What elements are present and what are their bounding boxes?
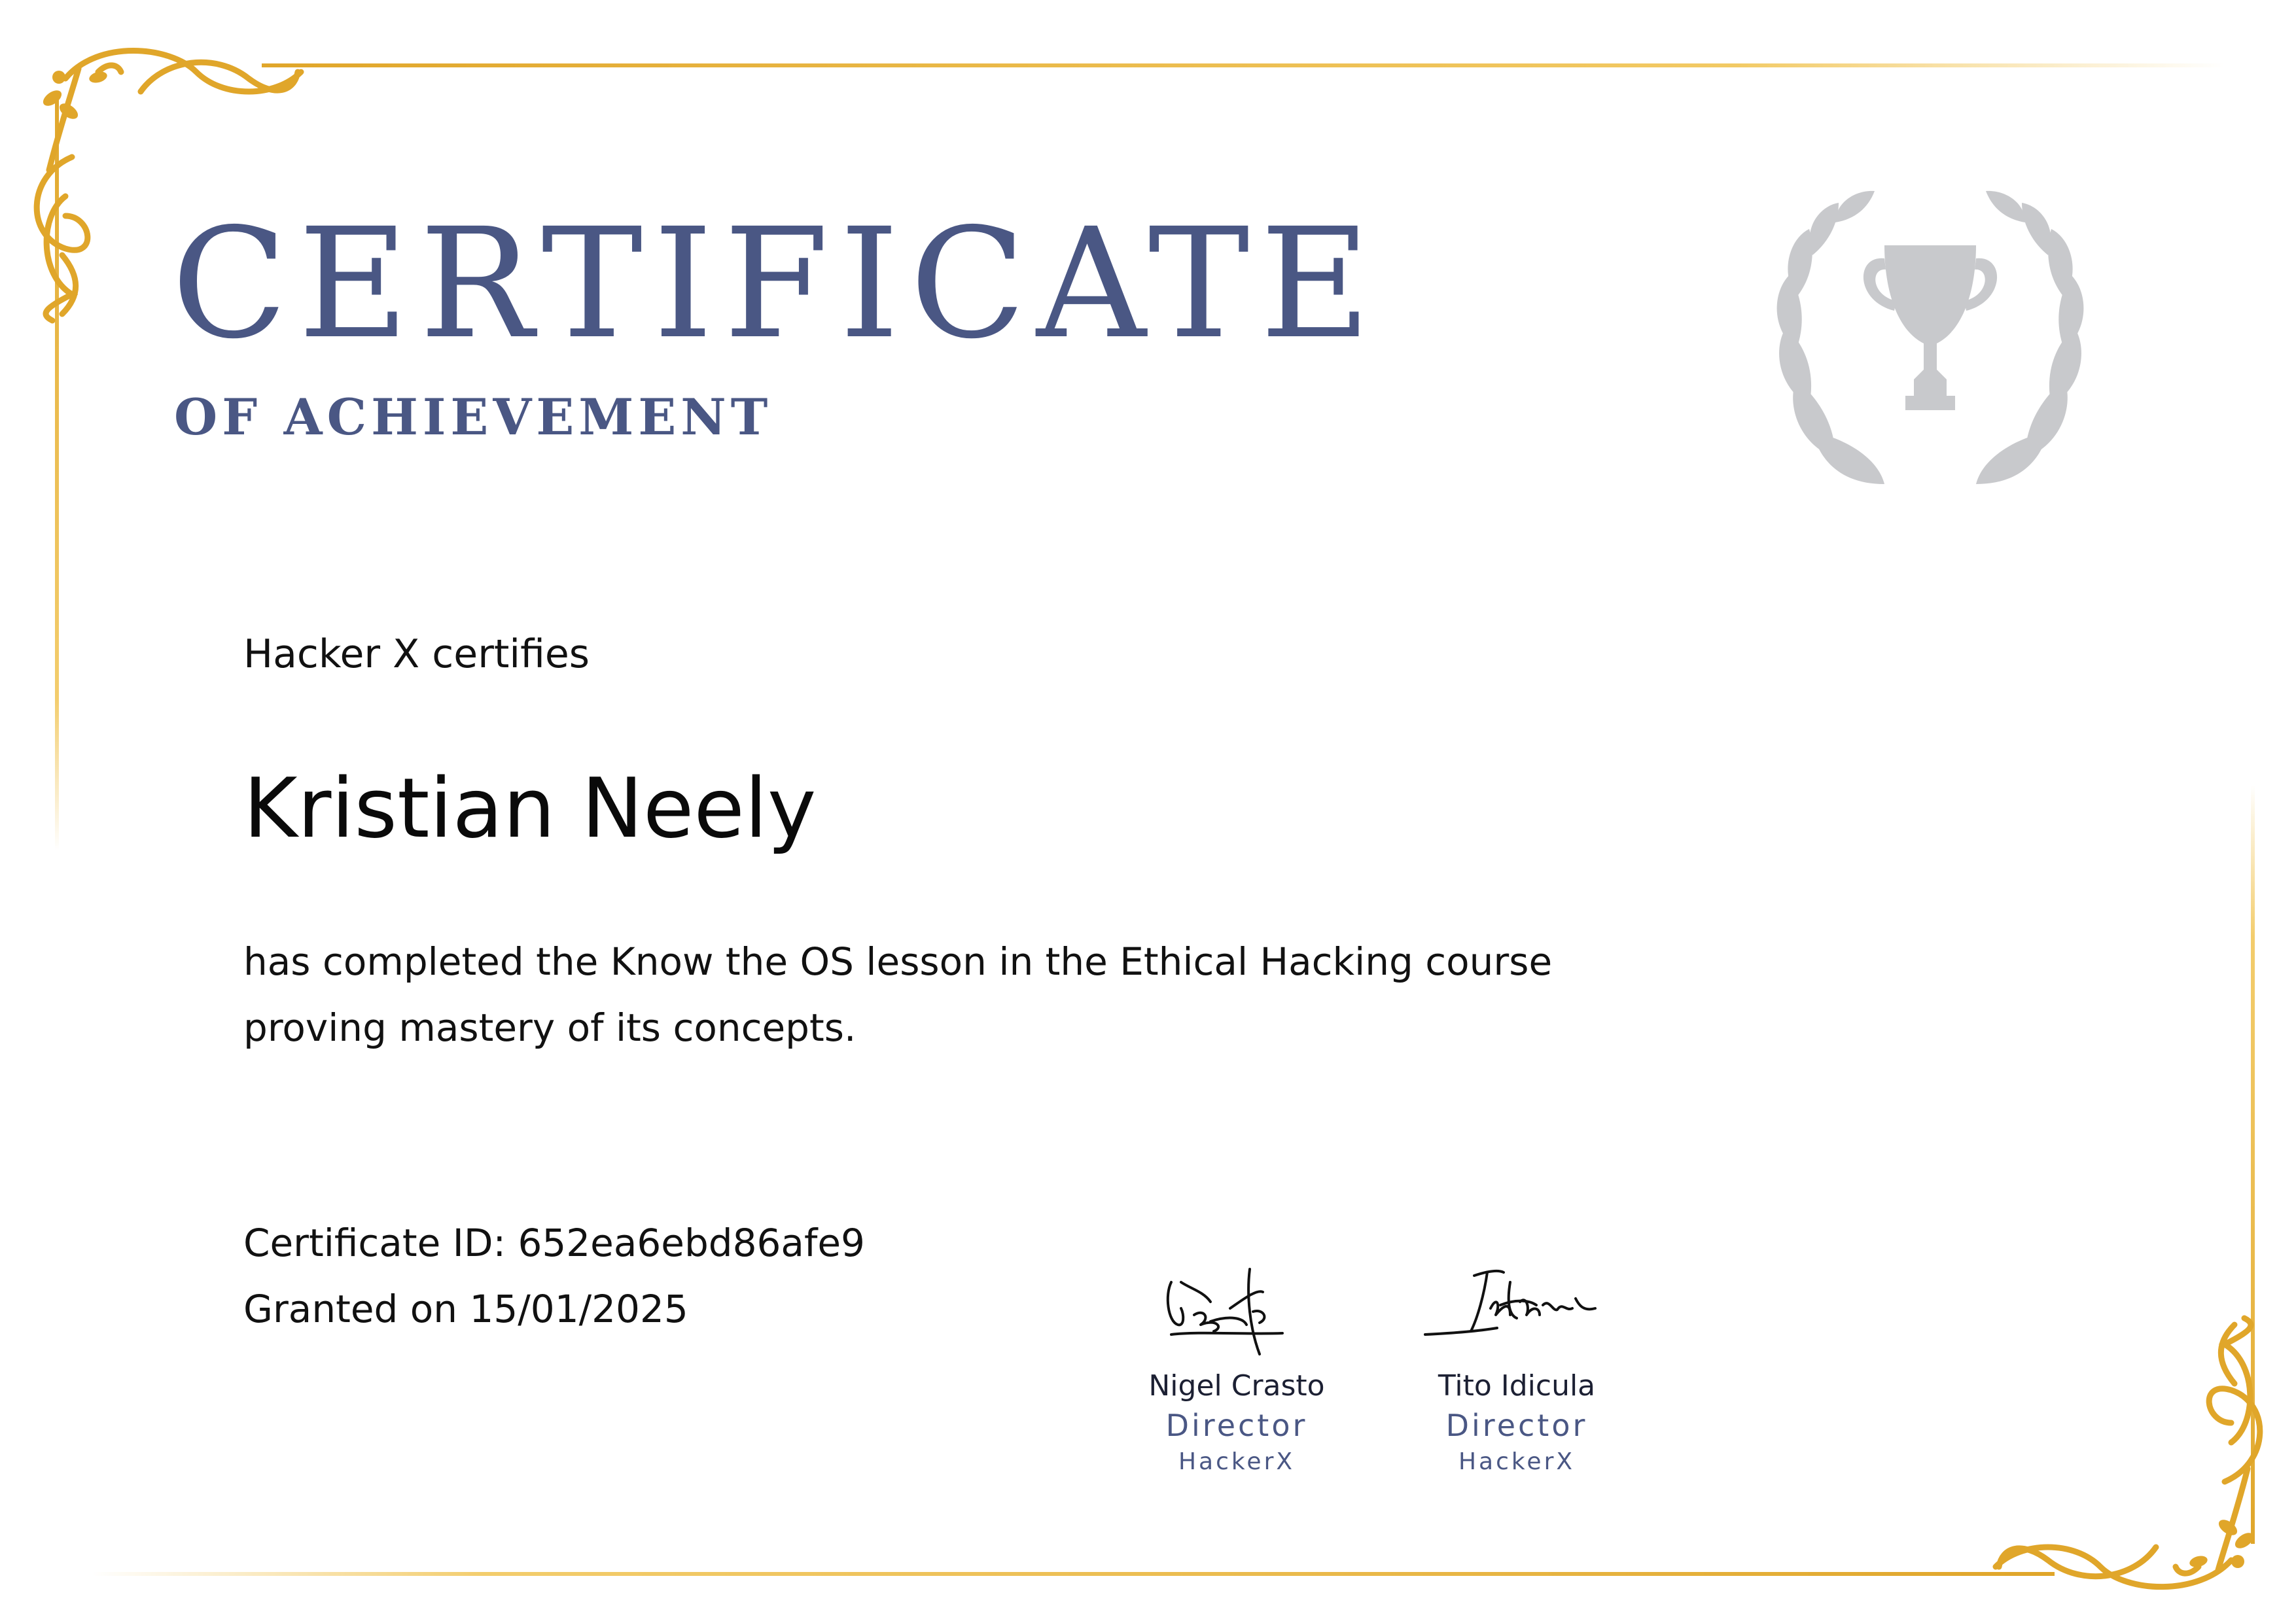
issuer-line: Hacker X certifies [243, 631, 590, 677]
signatory-org: HackerX [1178, 1448, 1296, 1475]
certificate-id: Certificate ID: 652ea6ebd86afe9 [243, 1221, 865, 1265]
recipient-name: Kristian Neely [243, 760, 817, 856]
signatory-name: Nigel Crasto [1148, 1369, 1325, 1403]
signature-image [1132, 1243, 1341, 1361]
signatory-1 [1099, 1243, 1374, 1477]
signatory-2 [1379, 1243, 1654, 1477]
signatory-org: HackerX [1458, 1448, 1576, 1475]
trophy-laurel-icon [1721, 144, 2140, 510]
corner-flourish-bottom-right-icon [1996, 1318, 2260, 1587]
signatory-name: Tito Idicula [1438, 1369, 1596, 1403]
certificate-subtitle: OF ACHIEVEMENT [174, 388, 773, 446]
granted-date: Granted on 15/01/2025 [243, 1287, 688, 1331]
signatory-role: Director [1165, 1408, 1308, 1444]
description-line: has completed the Know the OS lesson in the Ethical Hacking course [243, 939, 1553, 984]
signatory-role: Director [1445, 1408, 1588, 1444]
description-line: proving mastery of its concepts. [243, 1005, 857, 1050]
certificate-meta [243, 1210, 865, 1342]
achievement-description [243, 929, 1552, 1061]
certificate-title: CERTIFICATE [171, 196, 1381, 372]
signature-image [1412, 1243, 1621, 1361]
